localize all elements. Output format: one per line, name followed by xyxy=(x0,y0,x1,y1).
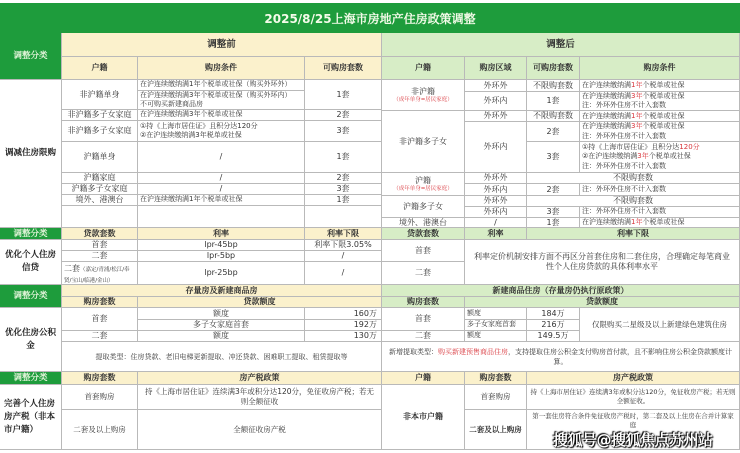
floor-cell: 利率下限3.05% xyxy=(305,240,382,251)
highlight: 1年 xyxy=(631,112,643,120)
col-header: 利率 xyxy=(465,228,527,240)
hukou-cell: 沪籍单身 xyxy=(62,142,138,173)
hukou-cell: 沪籍多子女家庭 xyxy=(62,184,138,195)
text: ①持《上海市居住证》且积分达 xyxy=(582,142,680,151)
text: 在沪连续缴纳满 xyxy=(582,81,631,89)
quota-value-cell: 160万 xyxy=(305,308,382,320)
count-cell: 1套 xyxy=(527,218,580,228)
hukou-cell: 非沪籍单身 xyxy=(62,80,138,110)
quota-label-cell: 多子女家庭首套 xyxy=(465,320,527,331)
condition-cell xyxy=(580,122,740,142)
condition-line: 不可购买新建商品房 xyxy=(140,100,203,108)
loan-districts: （嘉定/青浦/松江/奉贤/宝山/临港/金山） xyxy=(64,267,130,284)
quota-label-cell: 多子女家庭首套 xyxy=(138,320,305,331)
page-title: 2025/8/25上海市房地产住房政策调整 xyxy=(0,3,740,33)
count-cell: 2套 xyxy=(305,110,382,121)
condition-cell: 在沪连续缴纳满3年个税单或社保 xyxy=(138,110,305,121)
highlight: 3年 xyxy=(631,92,643,100)
condition-cell: 在沪连续缴纳满1年个税单或社保 xyxy=(138,195,305,206)
category-header: 调整分类 xyxy=(0,372,62,385)
area-cell: 外环内 xyxy=(465,122,527,173)
col-header: 购房套数 xyxy=(62,372,138,385)
new-extract-cell xyxy=(382,342,740,372)
col-header: 购房套数 xyxy=(465,372,527,385)
col-header: 购房套数 xyxy=(62,297,138,308)
text: ②在沪连续缴纳满 xyxy=(582,152,638,161)
category-fund: 优化住房公积金 xyxy=(0,308,62,372)
condition-line: ②在沪连续缴纳满3年税单或社保 xyxy=(140,131,242,139)
text: 在沪连续缴纳满 xyxy=(582,122,631,130)
quota-label-cell: 额度 xyxy=(465,331,527,342)
condition-line xyxy=(582,152,691,162)
text: 新增提取类型： xyxy=(389,348,438,356)
quota-value-cell: 149.5万 xyxy=(527,331,580,342)
condition-cell: / xyxy=(138,184,305,195)
condition-cell: 注：外环外住房不计入套数 xyxy=(580,184,740,196)
purchase-type-cell: 二套 xyxy=(382,331,465,342)
hukou-cell: 非沪籍多子女家庭 xyxy=(62,121,138,142)
rate-cell: lpr-25bp xyxy=(138,262,305,285)
text: 个税单或社保 xyxy=(642,81,685,89)
area-cell: 外环内 xyxy=(465,184,527,196)
highlight: 3年 xyxy=(631,122,643,130)
highlight: 120分 xyxy=(679,142,700,151)
hukou-cell: 非沪籍多子女 xyxy=(382,111,465,173)
loan-type-cell: 二套 xyxy=(62,251,138,262)
hukou-cell: 沪籍家庭 xyxy=(62,173,138,184)
col-header: 利率下限 xyxy=(527,228,740,240)
hukou-note: （成年单身=居民家庭） xyxy=(393,96,453,103)
col-header: 贷款额度 xyxy=(138,297,382,308)
col-header: 可购房套数 xyxy=(527,57,580,80)
hukou-label: 沪籍 xyxy=(415,175,431,185)
green-building-note: 仅限购买二星级及以上新建绿色建筑住房 xyxy=(580,308,740,342)
rate-cell: lpr-5bp xyxy=(138,251,305,262)
count-cell: 1套 xyxy=(305,80,382,110)
col-header: 可购房套数 xyxy=(305,57,382,80)
col-header: 购房区域 xyxy=(465,57,527,80)
tax-policy-text: 第一套住房符合条件免征收房产税时，第二套及以上住房在合并计算家庭 xyxy=(532,412,734,429)
loan-type: 二套 xyxy=(64,264,80,273)
condition-cell: / xyxy=(138,142,305,173)
extract-types-cell: 提取类型：住房贷款、老旧电梯更新提取、冲还贷款、困难职工提取、租赁提取等 xyxy=(62,342,382,372)
quota-value-cell: 192万 xyxy=(305,320,382,331)
floor-cell: / xyxy=(305,262,382,285)
quota-label-cell: 额度 xyxy=(138,308,305,320)
text: 个税单或社保 xyxy=(642,218,685,226)
condition-line: 注：外环外住房不计入套数 xyxy=(582,161,666,170)
category-loan: 优化个人住房信贷 xyxy=(0,240,62,285)
hukou-cell: 境外、港澳台 xyxy=(62,195,138,206)
loan-type-cell: 二套 xyxy=(382,262,465,285)
category-header: 调整分类 xyxy=(0,228,62,240)
after-header: 调整后 xyxy=(382,33,740,57)
count-cell: 1套 xyxy=(527,92,580,111)
loan-type-cell: 首套 xyxy=(382,240,465,262)
count-cell: 3套 xyxy=(527,142,580,173)
empty-cell xyxy=(305,206,382,228)
text: 在沪连续缴纳满 xyxy=(582,218,631,226)
hukou-cell: 境外、港澳台 xyxy=(382,218,465,228)
category-purchase-limit: 调减住房限购 xyxy=(0,80,62,228)
hukou-cell xyxy=(382,80,465,111)
condition-cell: / xyxy=(138,173,305,184)
category-property-tax: 完善个人住房房产税（非本市户籍） xyxy=(0,385,62,450)
area-cell: / xyxy=(465,218,527,228)
purchase-type-cell: 二套及以上购房 xyxy=(62,410,138,450)
count-cell: 不限购套数 xyxy=(527,196,740,207)
col-header: 户籍 xyxy=(382,57,465,80)
highlight: 1年 xyxy=(631,81,643,89)
text: 个税单或社保 xyxy=(642,122,685,130)
col-header: 贷款套数 xyxy=(62,228,138,240)
condition-cell: 在沪连续缴纳满1年个税单或社保（购买外环外） xyxy=(138,80,305,91)
text: ，支持提取住房公积金支付购房首付款，且不影响住房公积金贷款额度计算。 xyxy=(508,348,732,366)
condition-cell: 注：外环外住房不计入套数 xyxy=(580,207,740,218)
condition-line xyxy=(582,122,684,132)
col-header: 房产税政策 xyxy=(138,372,382,385)
col-header: 利率下限 xyxy=(305,228,382,240)
tax-policy-cell: 全额征收房产税 xyxy=(138,410,382,450)
hukou-note: （成年单身=居民家庭） xyxy=(393,185,453,192)
quota-value-cell: 130万 xyxy=(305,331,382,342)
count-cell: 2套 xyxy=(527,184,580,196)
text: 个税单或社保 xyxy=(642,112,685,120)
col-header: 利率 xyxy=(138,228,305,240)
rate-cell: lpr-45bp xyxy=(138,240,305,251)
col-header: 贷款额度 xyxy=(465,297,740,308)
col-header: 户籍 xyxy=(62,57,138,80)
condition-cell xyxy=(580,142,740,173)
count-cell: 不限购套数 xyxy=(527,80,580,92)
area-cell: 外环外 xyxy=(465,173,527,184)
purchase-type-cell: 首套 xyxy=(62,308,138,331)
purchase-type-cell: 首套购房 xyxy=(465,385,527,410)
quota-value-cell: 216万 xyxy=(527,320,580,331)
category-header: 调整分类 xyxy=(0,33,62,80)
section-header: 存量房及新建商品房 xyxy=(62,285,382,297)
tax-policy-cell: 持《上海市居住证》连续满3年或积分达120分，免征收房产税；若无则全额征收 xyxy=(138,385,382,410)
loan-type-cell: 首套 xyxy=(62,240,138,251)
condition-line: 注：外环外住房不计入套数 xyxy=(582,131,666,140)
condition-line: 注：外环外住房不计入套数 xyxy=(582,101,666,109)
loan-type-cell xyxy=(62,262,138,285)
purchase-type-cell: 首套购房 xyxy=(62,385,138,410)
count-cell: 1套 xyxy=(305,142,382,173)
count-cell: 1套 xyxy=(305,195,382,206)
area-cell: 外环外 xyxy=(465,80,527,92)
hukou-cell: 非本市户籍 xyxy=(382,385,465,450)
count-cell: 2套 xyxy=(527,122,580,142)
purchase-type-cell: 首套 xyxy=(382,308,465,331)
condition-cell xyxy=(138,91,305,110)
area-cell: 外环外 xyxy=(465,196,527,207)
text: 个税单或社保 xyxy=(642,92,685,100)
condition-cell xyxy=(580,111,740,122)
condition-line xyxy=(582,143,700,153)
text: 在沪连续缴纳满 xyxy=(582,112,631,120)
col-header: 房产税政策 xyxy=(527,372,740,385)
text: 在沪连续缴纳满 xyxy=(582,92,631,100)
col-header: 购房套数 xyxy=(382,297,465,308)
count-cell: 3套 xyxy=(305,121,382,142)
quota-value-cell: 184万 xyxy=(527,308,580,320)
area-cell: 外环外 xyxy=(465,111,527,122)
count-cell: 3套 xyxy=(305,184,382,195)
count-cell: 2套 xyxy=(305,173,382,184)
highlight: 1年 xyxy=(631,218,643,226)
category-header: 调整分类 xyxy=(0,285,62,308)
highlight: 3年 xyxy=(637,152,649,161)
condition-line xyxy=(582,92,684,101)
section-header: 新建商品住房（存量房仍执行原政策） xyxy=(382,285,740,297)
quota-label-cell: 额度 xyxy=(465,308,527,320)
rate-policy-cell: 利率定价机制安排方面不再区分首套住房和二套住房，合理确定每笔商业性个人住房贷款的具体利率水平 xyxy=(465,240,740,285)
count-cell: 不限购套数 xyxy=(527,173,740,184)
condition-line: ①持《上海市居住证》且积分达120分 xyxy=(140,121,258,130)
hukou-cell: 沪籍多子女 xyxy=(382,196,465,218)
count-cell: 3套 xyxy=(527,207,580,218)
quota-label-cell: 额度 xyxy=(138,331,305,342)
watermark: 搜狐号@搜狐焦点苏州站 xyxy=(553,431,713,449)
hukou-cell xyxy=(382,173,465,196)
col-header: 购房条件 xyxy=(580,57,740,80)
hukou-label: 非沪籍 xyxy=(411,86,435,96)
hukou-cell: 非沪籍多子女家庭 xyxy=(62,110,138,121)
empty-cell xyxy=(62,206,138,228)
col-header: 户籍 xyxy=(382,372,465,385)
condition-line: 在沪连续缴纳满3年个税单或社保（购买外环内） xyxy=(140,91,292,99)
floor-cell: / xyxy=(305,251,382,262)
count-cell: 不限购套数 xyxy=(527,111,580,122)
col-header: 购房条件 xyxy=(138,57,305,80)
area-cell: 外环内 xyxy=(465,92,527,111)
condition-cell xyxy=(580,80,740,92)
condition-cell xyxy=(138,121,305,142)
text: 个税单或社保 xyxy=(648,152,691,161)
purchase-type-cell: 二套及以上购房 xyxy=(465,410,527,450)
before-header: 调整前 xyxy=(62,33,382,57)
purchase-type-cell: 二套 xyxy=(62,331,138,342)
area-cell: 外环内 xyxy=(465,207,527,218)
highlight: 购买新建预售商品住房 xyxy=(438,348,508,356)
condition-cell xyxy=(580,92,740,111)
condition-cell xyxy=(580,218,740,228)
col-header: 贷款套数 xyxy=(382,228,465,240)
empty-cell xyxy=(138,206,305,228)
tax-policy-cell: 持《上海市居住证》连续满3年或积分达120分，免征收房产税；若无则全额征收。 xyxy=(527,385,740,410)
